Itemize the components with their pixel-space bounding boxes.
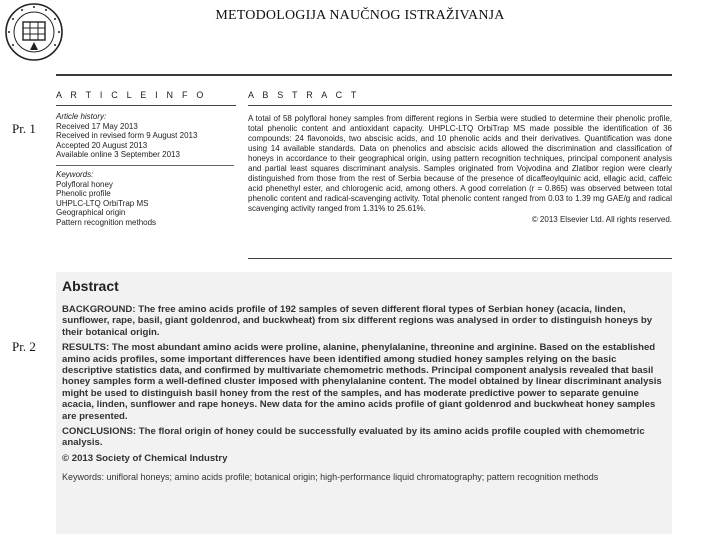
divider <box>248 258 672 259</box>
conclusions-paragraph: CONCLUSIONS: The floral origin of honey could be successfully evaluated by its amino acids profile coupled with chemometric analysis. <box>62 426 645 449</box>
abstract-body <box>62 304 668 487</box>
keywords-heading: Keywords: <box>56 169 94 179</box>
history-item: Available online 3 September 2013 <box>56 150 180 160</box>
paper-excerpt-1 <box>56 74 672 266</box>
abstract-paragraph: A total of 58 polyfloral honey samples from different regions in Serbia were studied to determine their phenolic profile, total phenolic content and antioxidant capacity. UHPLC-LTQ OrbiTrap MS made possible the identification of 36 compounds: 24 flavonoids, two abscisic acids, and 10 phenolic acids and their derivatives. Quantification was done using 14 available standards. Data on phenolics and abscisic acids allowed the discrimination and classification of honeys in accordance to their geographical origin, using pattern recognition techniques, principal component analysis and partial least squares discriminant analysis. Samples originated from Vojvodina and Zlatibor region were clearly distinguished from those from the rest of Serbia because of the presence of dicaffeoylquinic acid, ellagic acid, caffeic acid phenethyl ester, and chlorogenic acid, among others. A good correlation (r = 0.865) was observed between total phenolic content and radical-scavenging activity. Total phenolic content ranged from 0.03 to 1.39 mg GAE/g and radical scavenging activity ranged from 1.31% to 25.61%. <box>248 114 672 213</box>
abstract-body <box>248 114 672 225</box>
keyword-item: Phenolic profile <box>56 189 111 199</box>
copyright-line: © 2013 Elsevier Ltd. All rights reserved. <box>531 215 672 224</box>
history-item: Received 17 May 2013 <box>56 121 138 131</box>
background-paragraph: BACKGROUND: The free amino acids profile of 192 samples of seven different floral types of Serbian honey (acacia, linden, sunflower, rape, basil, giant goldenrod, and buckwheat) from six different regions was analysed in order to distinguish honeys by their botanical origin. <box>62 304 653 338</box>
history-item: Accepted 20 August 2013 <box>56 140 148 150</box>
divider <box>56 105 236 106</box>
example-label-2: Pr. 2 <box>12 339 36 354</box>
article-info-header: A R T I C L E I N F O <box>56 90 207 100</box>
keyword-item: UHPLC-LTQ OrbiTrap MS <box>56 198 149 208</box>
history-item: Received in revised form 9 August 2013 <box>56 131 198 141</box>
abstract-heading: Abstract <box>62 278 119 294</box>
copyright-line: © 2013 Society of Chemical Industry <box>62 452 228 464</box>
keywords-line: Keywords: unifloral honeys; amino acids profile; botanical origin; high-performance liquid chromatography; pattern recognition methods <box>62 472 599 483</box>
slide-title: METODOLOGIJA NAUČNOG ISTRAŽIVANJA <box>215 8 505 23</box>
paper-excerpt-2 <box>56 272 672 534</box>
divider <box>56 165 234 166</box>
example-label-1: Pr. 1 <box>12 121 36 136</box>
keyword-item: Geographical origin <box>56 208 126 218</box>
results-paragraph: RESULTS: The most abundant amino acids were proline, alanine, phenylalanine, threonine and arginine. Based on the established amino acids profiles, some important differences have been identified among studied honey samples relying on the basic descriptive statistics data, and confirmed by multivariate chemometric methods. Principal component analysis revealed that basil honey samples form a well-defined cluster imposed with phenylalanine content. The model obtained by linear discriminant analysis might be used to distinguish basil honey from the rest of the samples, and has moderate predictive power to separate genuine acacia, linden, sunflower and rape honeys. New data for the amino acids profile of giant goldenrod and buckwheat honey samples are presented. <box>62 342 662 422</box>
divider <box>248 105 672 106</box>
keyword-item: Pattern recognition methods <box>56 217 157 227</box>
history-heading: Article history: <box>56 112 107 121</box>
abstract-header: A B S T R A C T <box>248 90 360 100</box>
article-info <box>56 112 236 228</box>
keyword-item: Polyfloral honey <box>56 179 113 189</box>
